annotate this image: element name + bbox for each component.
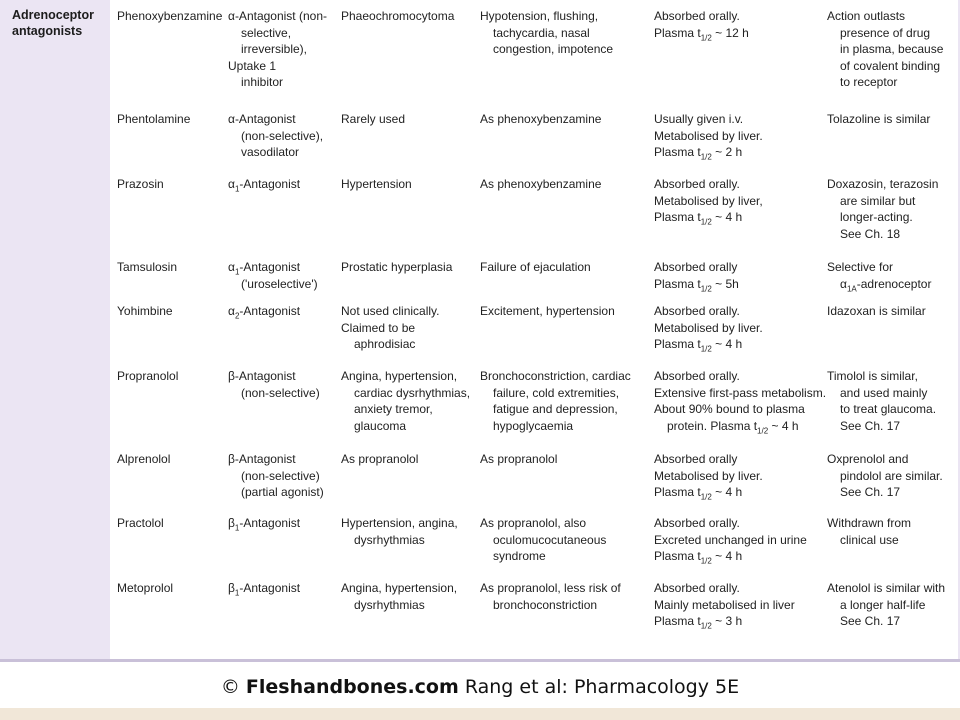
- unwanted-effects-cell: [480, 451, 557, 468]
- cell-line: clinical use: [840, 532, 899, 547]
- notes-cell: [827, 580, 945, 630]
- cell-line: presence of drug: [840, 25, 931, 40]
- group-label-line: Adrenoceptor: [12, 8, 94, 22]
- cell-line: $\alpha_1$-Antagonist: [228, 260, 301, 277]
- cell-line: Plasma $t_{1/2}$ ~ 4 h: [654, 210, 743, 227]
- cell-line: ('uroselective'): [241, 276, 318, 291]
- cell-line: irreversible),: [241, 42, 308, 56]
- cell-line: Alprenolol: [117, 452, 171, 466]
- cell-line: β-Antagonist: [228, 452, 296, 466]
- cell-line: Metabolised by liver.: [654, 320, 763, 335]
- unwanted-effects-cell: [480, 176, 601, 193]
- cell-line: See Ch. 18: [840, 226, 901, 241]
- cell-line: Mainly metabolised in liver: [654, 597, 795, 612]
- cell-line: Failure of ejaculation: [480, 260, 591, 274]
- cell-line: $\alpha_2$-Antagonist: [228, 304, 301, 321]
- cell-line: Angina, hypertension,: [341, 369, 458, 383]
- cell-line: Absorbed orally: [654, 260, 738, 274]
- footer-citation: Rang et al: Pharmacology 5E: [464, 676, 740, 698]
- cell-line: As propranolol: [480, 452, 558, 466]
- drug-name-cell: [117, 176, 164, 193]
- cell-line: Atenolol is similar with: [827, 581, 946, 595]
- cell-line: Excreted unchanged in urine: [654, 532, 807, 547]
- unwanted-effects-cell: [480, 368, 631, 434]
- cell-line: Absorbed orally.: [654, 516, 740, 530]
- cell-line: Tamsulosin: [117, 260, 178, 274]
- cell-line: aphrodisiac: [354, 337, 416, 351]
- cell-line: Prostatic hyperplasia: [341, 260, 453, 274]
- cell-line: Practolol: [117, 516, 164, 530]
- cell-line: congestion, impotence: [493, 42, 614, 56]
- cell-line: Not used clinically.: [341, 304, 440, 318]
- unwanted-effects-cell: [480, 259, 591, 276]
- unwanted-effects-cell: [480, 303, 615, 320]
- cell-line: β-Antagonist: [228, 369, 296, 383]
- copyright-symbol: ©: [220, 676, 240, 698]
- main-uses-cell: [341, 303, 439, 353]
- unwanted-effects-cell: [480, 8, 613, 58]
- cell-line: Plasma $t_{1/2}$ ~ 4 h: [654, 485, 743, 502]
- cell-line: failure, cold extremities,: [493, 385, 620, 400]
- cell-line: Absorbed orally.: [654, 9, 740, 23]
- notes-cell: [827, 368, 936, 434]
- unwanted-effects-cell: [480, 580, 621, 613]
- cell-line: Plasma $t_{1/2}$ ~ 4 h: [654, 549, 743, 566]
- cell-line: Plasma $t_{1/2}$ ~ 2 h: [654, 145, 743, 162]
- drug-name-cell: [117, 303, 173, 320]
- cell-line: Bronchoconstriction, cardiac: [480, 369, 631, 383]
- cell-line: (non-selective): [241, 468, 320, 483]
- pharmacokinetics-cell: [654, 111, 763, 161]
- cell-line: pindolol are similar.: [840, 468, 943, 483]
- drug-type-cell: [228, 303, 300, 320]
- drug-type-cell: [228, 580, 300, 597]
- cell-line: Plasma $t_{1/2}$ ~ 4 h: [654, 337, 743, 354]
- cell-line: vasodilator: [241, 145, 300, 159]
- cell-line: tachycardia, nasal: [493, 25, 590, 40]
- cell-line: Withdrawn from: [827, 516, 912, 530]
- main-uses-cell: [341, 580, 457, 613]
- cell-line: to receptor: [840, 75, 898, 89]
- cell-line: inhibitor: [241, 75, 284, 89]
- pharmacokinetics-cell: [654, 8, 749, 41]
- cell-line: Yohimbine: [117, 304, 173, 318]
- cell-line: of covalent binding: [840, 58, 941, 73]
- drug-type-cell: [228, 111, 323, 161]
- cell-line: Idazoxan is similar: [827, 304, 926, 318]
- pharmacokinetics-cell: [654, 515, 807, 565]
- cell-line: hypoglycaemia: [493, 418, 574, 433]
- cell-line: See Ch. 17: [840, 485, 901, 499]
- cell-line: selective,: [241, 25, 292, 40]
- cell-line: Hypertension: [341, 177, 412, 191]
- cell-line: Phentolamine: [117, 112, 191, 126]
- drug-name-cell: [117, 515, 164, 532]
- cell-line: Metabolised by liver,: [654, 193, 763, 208]
- notes-cell: [827, 176, 938, 242]
- cell-line: α-Antagonist (non-: [228, 9, 327, 23]
- cell-line: Tolazoline is similar: [827, 112, 931, 126]
- drug-name-cell: [117, 580, 173, 597]
- cell-line: As phenoxybenzamine: [480, 112, 602, 126]
- cell-line: α-Antagonist: [228, 112, 296, 126]
- main-uses-cell: [341, 368, 470, 434]
- cell-line: Phaeochromocytoma: [341, 9, 455, 23]
- main-uses-cell: [341, 111, 405, 128]
- cell-line: Propranolol: [117, 369, 179, 383]
- cell-line: oculomucocutaneous: [493, 532, 607, 547]
- notes-cell: [827, 259, 931, 292]
- pharmacokinetics-cell: [654, 580, 795, 630]
- main-uses-cell: [341, 259, 452, 276]
- cell-line: Metabolised by liver.: [654, 128, 763, 143]
- cell-line: Extensive first-pass metabolism.: [654, 385, 827, 400]
- cell-line: syndrome: [493, 549, 546, 563]
- cell-line: $\beta_1$-Antagonist: [228, 581, 301, 598]
- cell-line: As propranolol: [341, 452, 419, 466]
- cell-line: a longer half-life: [840, 597, 926, 612]
- cell-line: About 90% bound to plasma: [654, 402, 805, 416]
- pharmacokinetics-cell: [654, 259, 739, 292]
- cell-line: As propranolol, also: [480, 516, 587, 530]
- pharmacokinetics-cell: [654, 303, 763, 353]
- notes-cell: [827, 451, 943, 501]
- pharmacokinetics-cell: [654, 368, 826, 434]
- cell-line: Excitement, hypertension: [480, 304, 615, 318]
- cell-line: Action outlasts: [827, 9, 906, 23]
- cell-line: Metoprolol: [117, 581, 174, 595]
- drug-name-cell: [117, 259, 177, 276]
- bottom-strip: [0, 708, 960, 720]
- cell-line: As phenoxybenzamine: [480, 177, 602, 191]
- cell-line: As propranolol, less risk of: [480, 581, 621, 595]
- cell-line: and used mainly: [840, 385, 928, 400]
- cell-line: Oxprenolol and: [827, 452, 909, 466]
- cell-line: longer-acting.: [840, 210, 913, 224]
- cell-line: anxiety tremor,: [354, 402, 433, 416]
- notes-cell: [827, 515, 911, 548]
- drug-name-cell: [117, 368, 178, 385]
- main-uses-cell: [341, 451, 418, 468]
- cell-line: (non-selective): [241, 385, 320, 400]
- cell-line: Absorbed orally: [654, 452, 738, 466]
- unwanted-effects-cell: [480, 515, 606, 565]
- drug-type-cell: [228, 368, 320, 401]
- cell-line: Phenoxybenzamine: [117, 9, 223, 23]
- main-uses-cell: [341, 515, 458, 548]
- cell-line: Plasma $t_{1/2}$ ~ 12 h: [654, 25, 749, 42]
- cell-line: $\alpha_1$-Antagonist: [228, 177, 301, 194]
- drug-type-cell: [228, 451, 324, 501]
- unwanted-effects-cell: [480, 111, 601, 128]
- cell-line: Selective for: [827, 260, 894, 274]
- cell-line: in plasma, because: [840, 42, 944, 56]
- cell-line: are similar but: [840, 193, 916, 208]
- drug-table: [110, 0, 958, 659]
- group-label-line: antagonists: [12, 24, 83, 38]
- cell-line: Plasma $t_{1/2}$ ~ 5h: [654, 276, 739, 293]
- cell-line: bronchoconstriction: [493, 597, 598, 612]
- cell-line: $\beta_1$-Antagonist: [228, 516, 301, 533]
- drug-type-cell: [228, 259, 318, 292]
- pharmacokinetics-cell: [654, 176, 763, 226]
- cell-line: glaucoma: [354, 418, 407, 433]
- cell-line: cardiac dysrhythmias,: [354, 385, 471, 400]
- cell-line: See Ch. 17: [840, 614, 901, 628]
- drug-name-cell: [117, 111, 190, 128]
- cell-line: Claimed to be: [341, 320, 416, 335]
- main-uses-cell: [341, 176, 412, 193]
- cell-line: Absorbed orally.: [654, 177, 740, 191]
- footer-credit: [0, 676, 960, 698]
- cell-line: (partial agonist): [241, 485, 324, 499]
- cell-line: Absorbed orally.: [654, 304, 740, 318]
- cell-line: $\alpha_{1A}$-adrenoceptor: [840, 276, 932, 293]
- drug-type-cell: [228, 515, 300, 532]
- drug-type-cell: [228, 8, 327, 91]
- cell-line: Absorbed orally.: [654, 581, 740, 595]
- cell-line: dysrhythmias: [354, 597, 425, 612]
- drug-type-cell: [228, 176, 300, 193]
- notes-cell: [827, 303, 926, 320]
- cell-line: See Ch. 17: [840, 418, 901, 433]
- cell-line: dysrhythmias: [354, 532, 425, 547]
- cell-line: to treat glaucoma.: [840, 402, 937, 416]
- notes-cell: [827, 111, 930, 128]
- cell-line: Hypertension, angina,: [341, 516, 458, 530]
- cell-line: Doxazosin, terazosin: [827, 177, 939, 191]
- cell-line: fatigue and depression,: [493, 402, 618, 416]
- cell-line: Plasma $t_{1/2}$ ~ 3 h: [654, 614, 743, 631]
- cell-line: Hypotension, flushing,: [480, 9, 599, 23]
- cell-line: Rarely used: [341, 112, 406, 126]
- footer-site: Fleshandbones.com: [245, 676, 459, 698]
- cell-line: Metabolised by liver.: [654, 468, 763, 483]
- cell-line: Angina, hypertension,: [341, 581, 458, 595]
- cell-line: Timolol is similar,: [827, 369, 918, 383]
- group-label: [12, 7, 107, 39]
- cell-line: Prazosin: [117, 177, 164, 191]
- drug-name-cell: [117, 451, 170, 468]
- notes-cell: [827, 8, 943, 91]
- cell-line: Absorbed orally.: [654, 369, 740, 383]
- pharmacokinetics-cell: [654, 451, 763, 501]
- cell-line: protein. Plasma $t_{1/2}$ ~ 4 h: [667, 418, 799, 435]
- cell-line: (non-selective),: [241, 128, 324, 143]
- main-uses-cell: [341, 8, 454, 25]
- cell-line: Uptake 1: [228, 58, 277, 73]
- drug-name-cell: [117, 8, 222, 25]
- cell-line: Usually given i.v.: [654, 112, 744, 126]
